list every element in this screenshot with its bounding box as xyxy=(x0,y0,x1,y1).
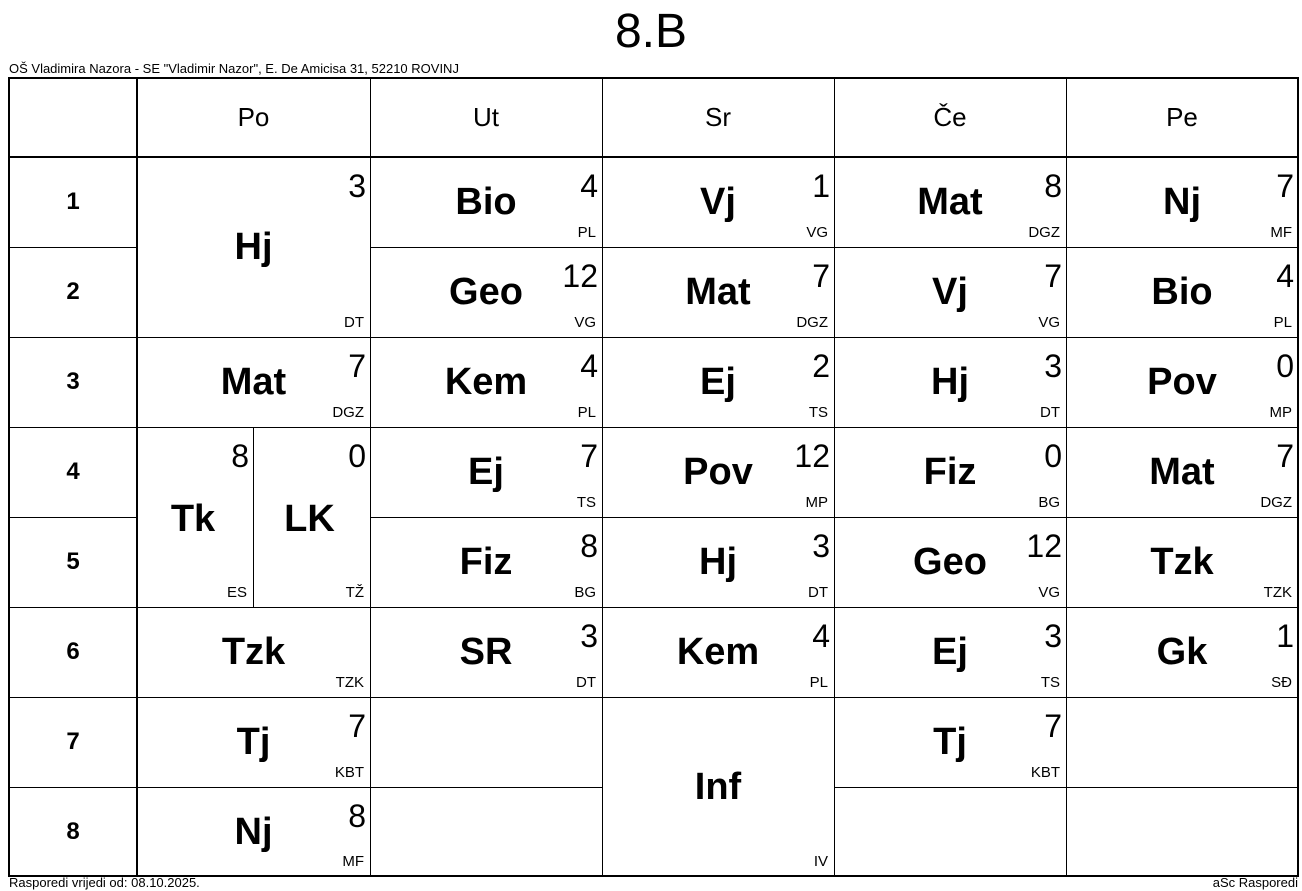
lesson-subject: LK xyxy=(284,498,335,540)
lesson-teacher: SĐ xyxy=(1271,674,1292,691)
lesson-room: 7 xyxy=(1044,708,1062,744)
grid-split-line xyxy=(253,427,254,607)
lesson-cell[interactable] xyxy=(834,517,1066,607)
lesson-subject: Nj xyxy=(234,810,273,853)
period-header-7: 7 xyxy=(66,728,80,755)
grid-row-line xyxy=(602,427,834,428)
lesson-cell[interactable] xyxy=(370,607,602,697)
lesson-subject: Kem xyxy=(444,361,528,403)
day-header-1: Ut xyxy=(473,102,499,132)
lesson-subject: Kem xyxy=(676,631,760,673)
grid-row-line xyxy=(834,337,1066,338)
lesson-teacher: VG xyxy=(806,224,828,241)
lesson-teacher: TZK xyxy=(1263,584,1292,601)
grid-border-top xyxy=(8,77,1299,79)
lesson-teacher: TŽ xyxy=(345,584,364,601)
grid-row-line xyxy=(602,697,834,698)
lesson-room: 1 xyxy=(812,168,830,204)
lesson-room: 4 xyxy=(812,618,830,654)
lesson-room: 8 xyxy=(231,438,249,474)
lesson-subject: Hj xyxy=(699,541,737,583)
period-header-2: 2 xyxy=(66,278,80,305)
grid-border-bottom xyxy=(8,875,1299,877)
lesson-teacher: TS xyxy=(808,404,828,421)
period-header-5: 5 xyxy=(66,548,80,575)
grid-header-separator xyxy=(9,156,1298,158)
lesson-teacher: DGZ xyxy=(1260,494,1292,511)
lesson-cell[interactable] xyxy=(1066,607,1298,697)
lesson-cell[interactable] xyxy=(370,337,602,427)
lesson-subject: Gk xyxy=(1156,631,1208,673)
day-header-4: Pe xyxy=(1166,102,1198,132)
lesson-cell[interactable] xyxy=(1066,517,1298,607)
lesson-cell[interactable] xyxy=(137,697,370,787)
lesson-room: 7 xyxy=(348,348,366,384)
grid-row-line xyxy=(602,607,834,608)
grid-column-line xyxy=(370,78,371,876)
lesson-teacher: MF xyxy=(342,853,364,870)
footer-app: aSc Rasporedi xyxy=(1212,875,1298,890)
lesson-room: 8 xyxy=(1044,168,1062,204)
lesson-cell[interactable] xyxy=(602,517,834,607)
grid-row-line xyxy=(370,247,602,248)
grid-border-right xyxy=(1297,77,1299,877)
lesson-room: 7 xyxy=(1044,258,1062,294)
period-header-1: 1 xyxy=(66,188,80,215)
lesson-cell[interactable] xyxy=(602,157,834,247)
lesson-room: 7 xyxy=(580,438,598,474)
grid-row-line xyxy=(1066,607,1298,608)
grid-row-line xyxy=(834,607,1066,608)
lesson-subject: Bio xyxy=(1151,271,1213,313)
lesson-room: 2 xyxy=(812,348,830,384)
lesson-cell[interactable] xyxy=(137,157,370,337)
day-header-2: Sr xyxy=(705,102,731,132)
lesson-cell[interactable] xyxy=(834,427,1066,517)
lesson-cell[interactable] xyxy=(1066,157,1298,247)
lesson-cell[interactable] xyxy=(370,427,602,517)
lesson-cell[interactable] xyxy=(834,157,1066,247)
lesson-teacher: DT xyxy=(344,314,364,331)
day-header-0: Po xyxy=(237,102,270,132)
lesson-subject: Tzk xyxy=(1150,541,1214,583)
lesson-cell[interactable] xyxy=(834,337,1066,427)
lesson-subject: Ej xyxy=(468,451,504,493)
grid-row-line xyxy=(9,697,137,698)
grid-row-line xyxy=(137,337,370,338)
lesson-teacher: VG xyxy=(1038,314,1060,331)
lesson-subject: Ej xyxy=(700,361,736,403)
grid-row-line xyxy=(834,247,1066,248)
lesson-room: 0 xyxy=(1044,438,1062,474)
lesson-room: 3 xyxy=(348,168,366,204)
lesson-room: 7 xyxy=(1276,438,1294,474)
grid-row-line xyxy=(9,517,137,518)
lesson-cell[interactable] xyxy=(137,607,370,697)
grid-row-line xyxy=(834,517,1066,518)
lesson-room: 3 xyxy=(580,618,598,654)
lesson-room: 3 xyxy=(1044,618,1062,654)
lesson-room: 7 xyxy=(348,708,366,744)
lesson-subject: Tj xyxy=(236,721,271,763)
lesson-room: 8 xyxy=(348,798,366,834)
lesson-subject: Tk xyxy=(170,498,216,540)
lesson-cell[interactable] xyxy=(834,607,1066,697)
grid-row-line xyxy=(370,337,602,338)
grid-row-line xyxy=(1066,787,1298,788)
lesson-room: 12 xyxy=(794,438,830,474)
footer-validity: Rasporedi vrijedi od: 08.10.2025. xyxy=(9,875,200,890)
grid-period-separator xyxy=(136,78,138,876)
lesson-cell[interactable] xyxy=(1066,337,1298,427)
lesson-teacher: ES xyxy=(226,584,247,601)
lesson-teacher: PL xyxy=(577,224,596,241)
lesson-cell[interactable] xyxy=(602,337,834,427)
lesson-subject: Mat xyxy=(220,361,287,403)
lesson-room: 1 xyxy=(1276,618,1294,654)
lesson-teacher: VG xyxy=(1038,584,1060,601)
lesson-room: 4 xyxy=(580,168,598,204)
lesson-teacher: IV xyxy=(813,853,828,870)
lesson-room: 3 xyxy=(812,528,830,564)
grid-row-line xyxy=(137,787,370,788)
period-header-8: 8 xyxy=(66,817,80,845)
grid-row-line xyxy=(9,337,137,338)
lesson-teacher: MP xyxy=(1269,404,1292,421)
period-header-3: 3 xyxy=(66,368,80,395)
lesson-teacher: DT xyxy=(808,584,828,601)
lesson-subject: Mat xyxy=(917,181,983,223)
lesson-subject: Pov xyxy=(683,451,753,493)
lesson-subject: Geo xyxy=(449,271,523,313)
grid-row-line xyxy=(602,337,834,338)
grid-row-line xyxy=(834,427,1066,428)
lesson-subject: Tzk xyxy=(221,631,286,673)
lesson-subject: Vj xyxy=(700,181,736,223)
lesson-subject: Fiz xyxy=(459,541,513,583)
lesson-cell[interactable] xyxy=(253,427,370,607)
lesson-subject: Mat xyxy=(685,271,751,313)
grid-row-line xyxy=(370,697,602,698)
lesson-subject: Fiz xyxy=(923,451,977,493)
grid-row-line xyxy=(1066,337,1298,338)
lesson-teacher: DT xyxy=(1040,404,1060,421)
period-header-4: 4 xyxy=(66,458,80,485)
lesson-teacher: KBT xyxy=(334,764,364,781)
grid-row-line xyxy=(137,607,370,608)
grid-row-line xyxy=(370,607,602,608)
lesson-teacher: PL xyxy=(1273,314,1292,331)
lesson-cell[interactable] xyxy=(137,787,370,876)
grid-row-line xyxy=(9,607,137,608)
lesson-subject: Inf xyxy=(694,765,742,808)
lesson-teacher: PL xyxy=(577,404,596,421)
day-header-3: Če xyxy=(933,102,967,132)
lesson-room: 12 xyxy=(562,258,598,294)
grid-row-line xyxy=(1066,697,1298,698)
lesson-room: 4 xyxy=(1276,258,1294,294)
period-header-6: 6 xyxy=(66,638,80,665)
lesson-cell[interactable] xyxy=(137,337,370,427)
lesson-teacher: TS xyxy=(576,494,596,511)
grid-row-line xyxy=(602,247,834,248)
lesson-subject: SR xyxy=(459,631,513,673)
lesson-cell[interactable] xyxy=(370,517,602,607)
lesson-room: 12 xyxy=(1026,528,1062,564)
lesson-subject: Nj xyxy=(1163,181,1201,223)
grid-row-line xyxy=(1066,247,1298,248)
lesson-subject: Geo xyxy=(913,541,987,583)
grid-border-left xyxy=(8,77,10,877)
lesson-cell[interactable] xyxy=(1066,427,1298,517)
lesson-teacher: TZK xyxy=(335,674,364,691)
grid-column-line xyxy=(1066,78,1067,876)
lesson-room: 3 xyxy=(1044,348,1062,384)
lesson-room: 7 xyxy=(812,258,830,294)
lesson-room: 0 xyxy=(348,438,366,474)
lesson-teacher: TS xyxy=(1040,674,1060,691)
lesson-cell[interactable] xyxy=(602,247,834,337)
grid-row-line xyxy=(9,787,137,788)
lesson-subject: Mat xyxy=(1149,451,1215,493)
lesson-teacher: DT xyxy=(576,674,596,691)
lesson-teacher: DGZ xyxy=(1028,224,1060,241)
lesson-subject: Vj xyxy=(932,271,968,313)
lesson-subject: Hj xyxy=(931,361,969,403)
lesson-room: 7 xyxy=(1276,168,1294,204)
grid-row-line xyxy=(9,427,137,428)
grid-row-line xyxy=(834,697,1066,698)
grid-column-line xyxy=(834,78,835,876)
lesson-teacher: BG xyxy=(1038,494,1060,511)
grid-row-line xyxy=(9,247,137,248)
lesson-cell[interactable] xyxy=(137,427,253,607)
class-title: 8.B xyxy=(614,5,688,58)
lesson-cell[interactable] xyxy=(370,247,602,337)
lesson-room: 8 xyxy=(580,528,598,564)
lesson-subject: Hj xyxy=(234,226,273,268)
lesson-teacher: DGZ xyxy=(796,314,828,331)
lesson-subject: Pov xyxy=(1147,361,1217,403)
grid-column-line xyxy=(602,78,603,876)
school-info: OŠ Vladimira Nazora - SE "Vladimir Nazor", E. De Amicisa 31, 52210 ROVINJ xyxy=(9,61,459,76)
grid-row-line xyxy=(1066,517,1298,518)
lesson-subject: Tj xyxy=(933,721,967,763)
lesson-cell[interactable] xyxy=(602,427,834,517)
grid-row-line xyxy=(602,517,834,518)
lesson-room: 4 xyxy=(580,348,598,384)
grid-row-line xyxy=(137,697,370,698)
lesson-cell[interactable] xyxy=(602,697,834,876)
lesson-cell[interactable] xyxy=(602,607,834,697)
lesson-subject: Bio xyxy=(455,181,517,223)
lesson-teacher: MF xyxy=(1270,224,1292,241)
lesson-teacher: VG xyxy=(574,314,596,331)
lesson-cell[interactable] xyxy=(834,247,1066,337)
lesson-teacher: BG xyxy=(574,584,596,601)
lesson-cell[interactable] xyxy=(1066,247,1298,337)
lesson-teacher: MP xyxy=(805,494,828,511)
grid-row-line xyxy=(370,427,602,428)
lesson-subject: Ej xyxy=(932,631,968,673)
grid-row-line xyxy=(370,517,602,518)
grid-row-line xyxy=(1066,427,1298,428)
grid-row-line xyxy=(834,787,1066,788)
grid-row-line xyxy=(370,787,602,788)
lesson-cell[interactable] xyxy=(834,697,1066,787)
lesson-teacher: DGZ xyxy=(332,404,364,421)
lesson-room: 0 xyxy=(1276,348,1294,384)
lesson-teacher: PL xyxy=(809,674,828,691)
lesson-cell[interactable] xyxy=(370,157,602,247)
lesson-teacher: KBT xyxy=(1030,764,1060,781)
